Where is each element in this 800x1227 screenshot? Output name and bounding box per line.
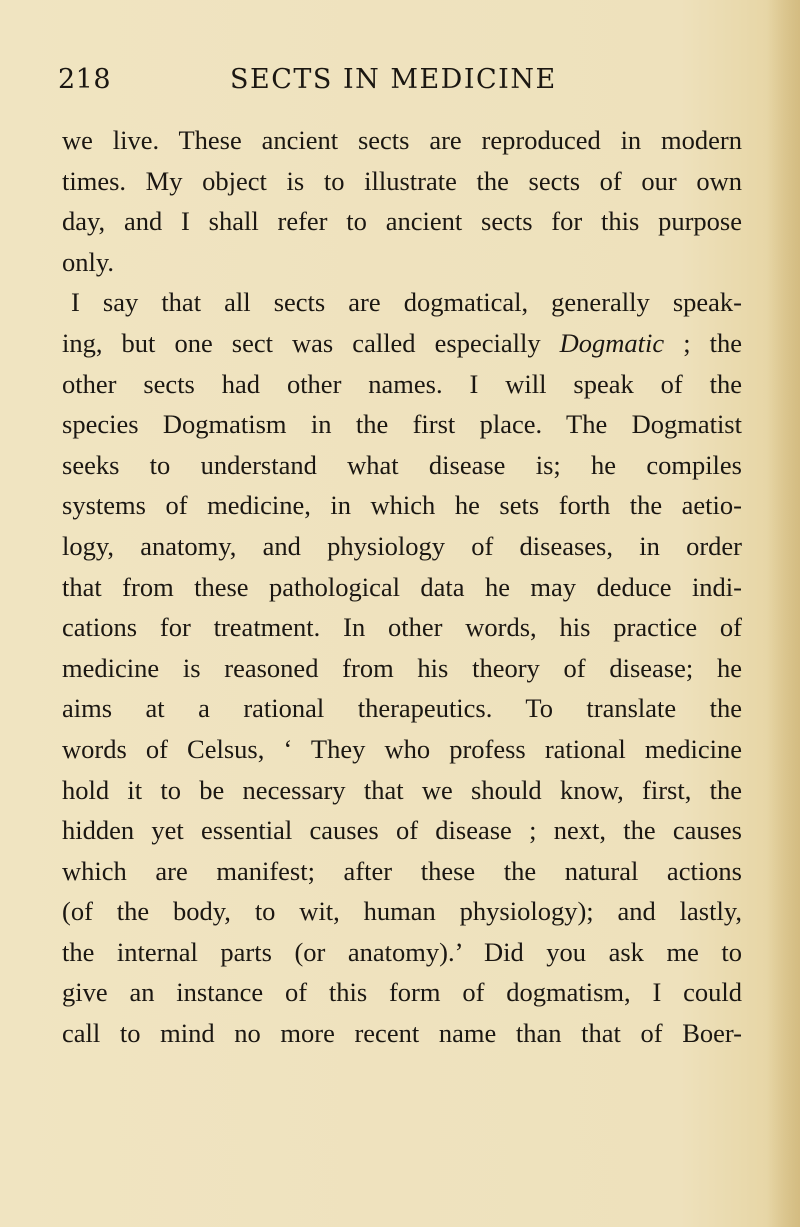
text-line: logy, anatomy, and physiology of diseases, in order <box>62 530 742 561</box>
running-head: SECTS IN MEDICINE <box>230 64 557 95</box>
text-line: hold it to be necessary that we should know, first, the <box>62 774 742 805</box>
text-line: only. <box>62 246 115 277</box>
text-line: aims at a rational therapeutics. To translate the <box>62 693 742 724</box>
text-line: systems of medicine, in which he sets forth the aetio- <box>62 490 742 521</box>
text-line: the internal parts (or anatomy).’ Did you ask me to <box>62 936 742 967</box>
page-header <box>58 64 738 104</box>
text-line: species Dogmatism in the first place. The Dogmatist <box>62 409 742 440</box>
text-line <box>62 323 742 364</box>
text-line: (of the body, to wit, human physiology); and lastly, <box>62 896 742 927</box>
text-line: give an instance of this form of dogmatism, I could <box>62 977 742 1008</box>
text-line: we live. These ancient sects are reproduced in modern <box>62 125 742 155</box>
text-line: that from these pathological data he may deduce indi- <box>62 571 742 602</box>
text-line: which are manifest; after these the natural actions <box>62 855 742 886</box>
text-segment: ; the <box>664 327 742 358</box>
text-line: times. My object is to illustrate the sects of our own <box>62 165 742 196</box>
text-line: other sects had other names. I will speak of the <box>62 368 742 399</box>
text-line: seeks to understand what disease is; he compiles <box>62 449 742 480</box>
text-segment: ing, but one sect was called especially <box>62 327 560 358</box>
page-number: 218 <box>58 64 112 95</box>
text-line: I say that all sects are dogmatical, generally speak- <box>71 287 742 318</box>
text-line: cations for treatment. In other words, his practice of <box>62 612 742 643</box>
text-line: call to mind no more recent name than that of Boer- <box>62 1018 742 1049</box>
body-text <box>62 120 742 1054</box>
text-line: medicine is reasoned from his theory of disease; he <box>62 652 742 683</box>
text-line: words of Celsus, ‘ They who profess rational medicine <box>62 733 742 764</box>
page-edge-shading <box>766 0 800 1227</box>
text-line: hidden yet essential causes of disease ; next, the causes <box>62 815 742 846</box>
text-line: day, and I shall refer to ancient sects for this purpose <box>62 206 742 237</box>
italic-term: Dogmatic <box>559 327 665 358</box>
